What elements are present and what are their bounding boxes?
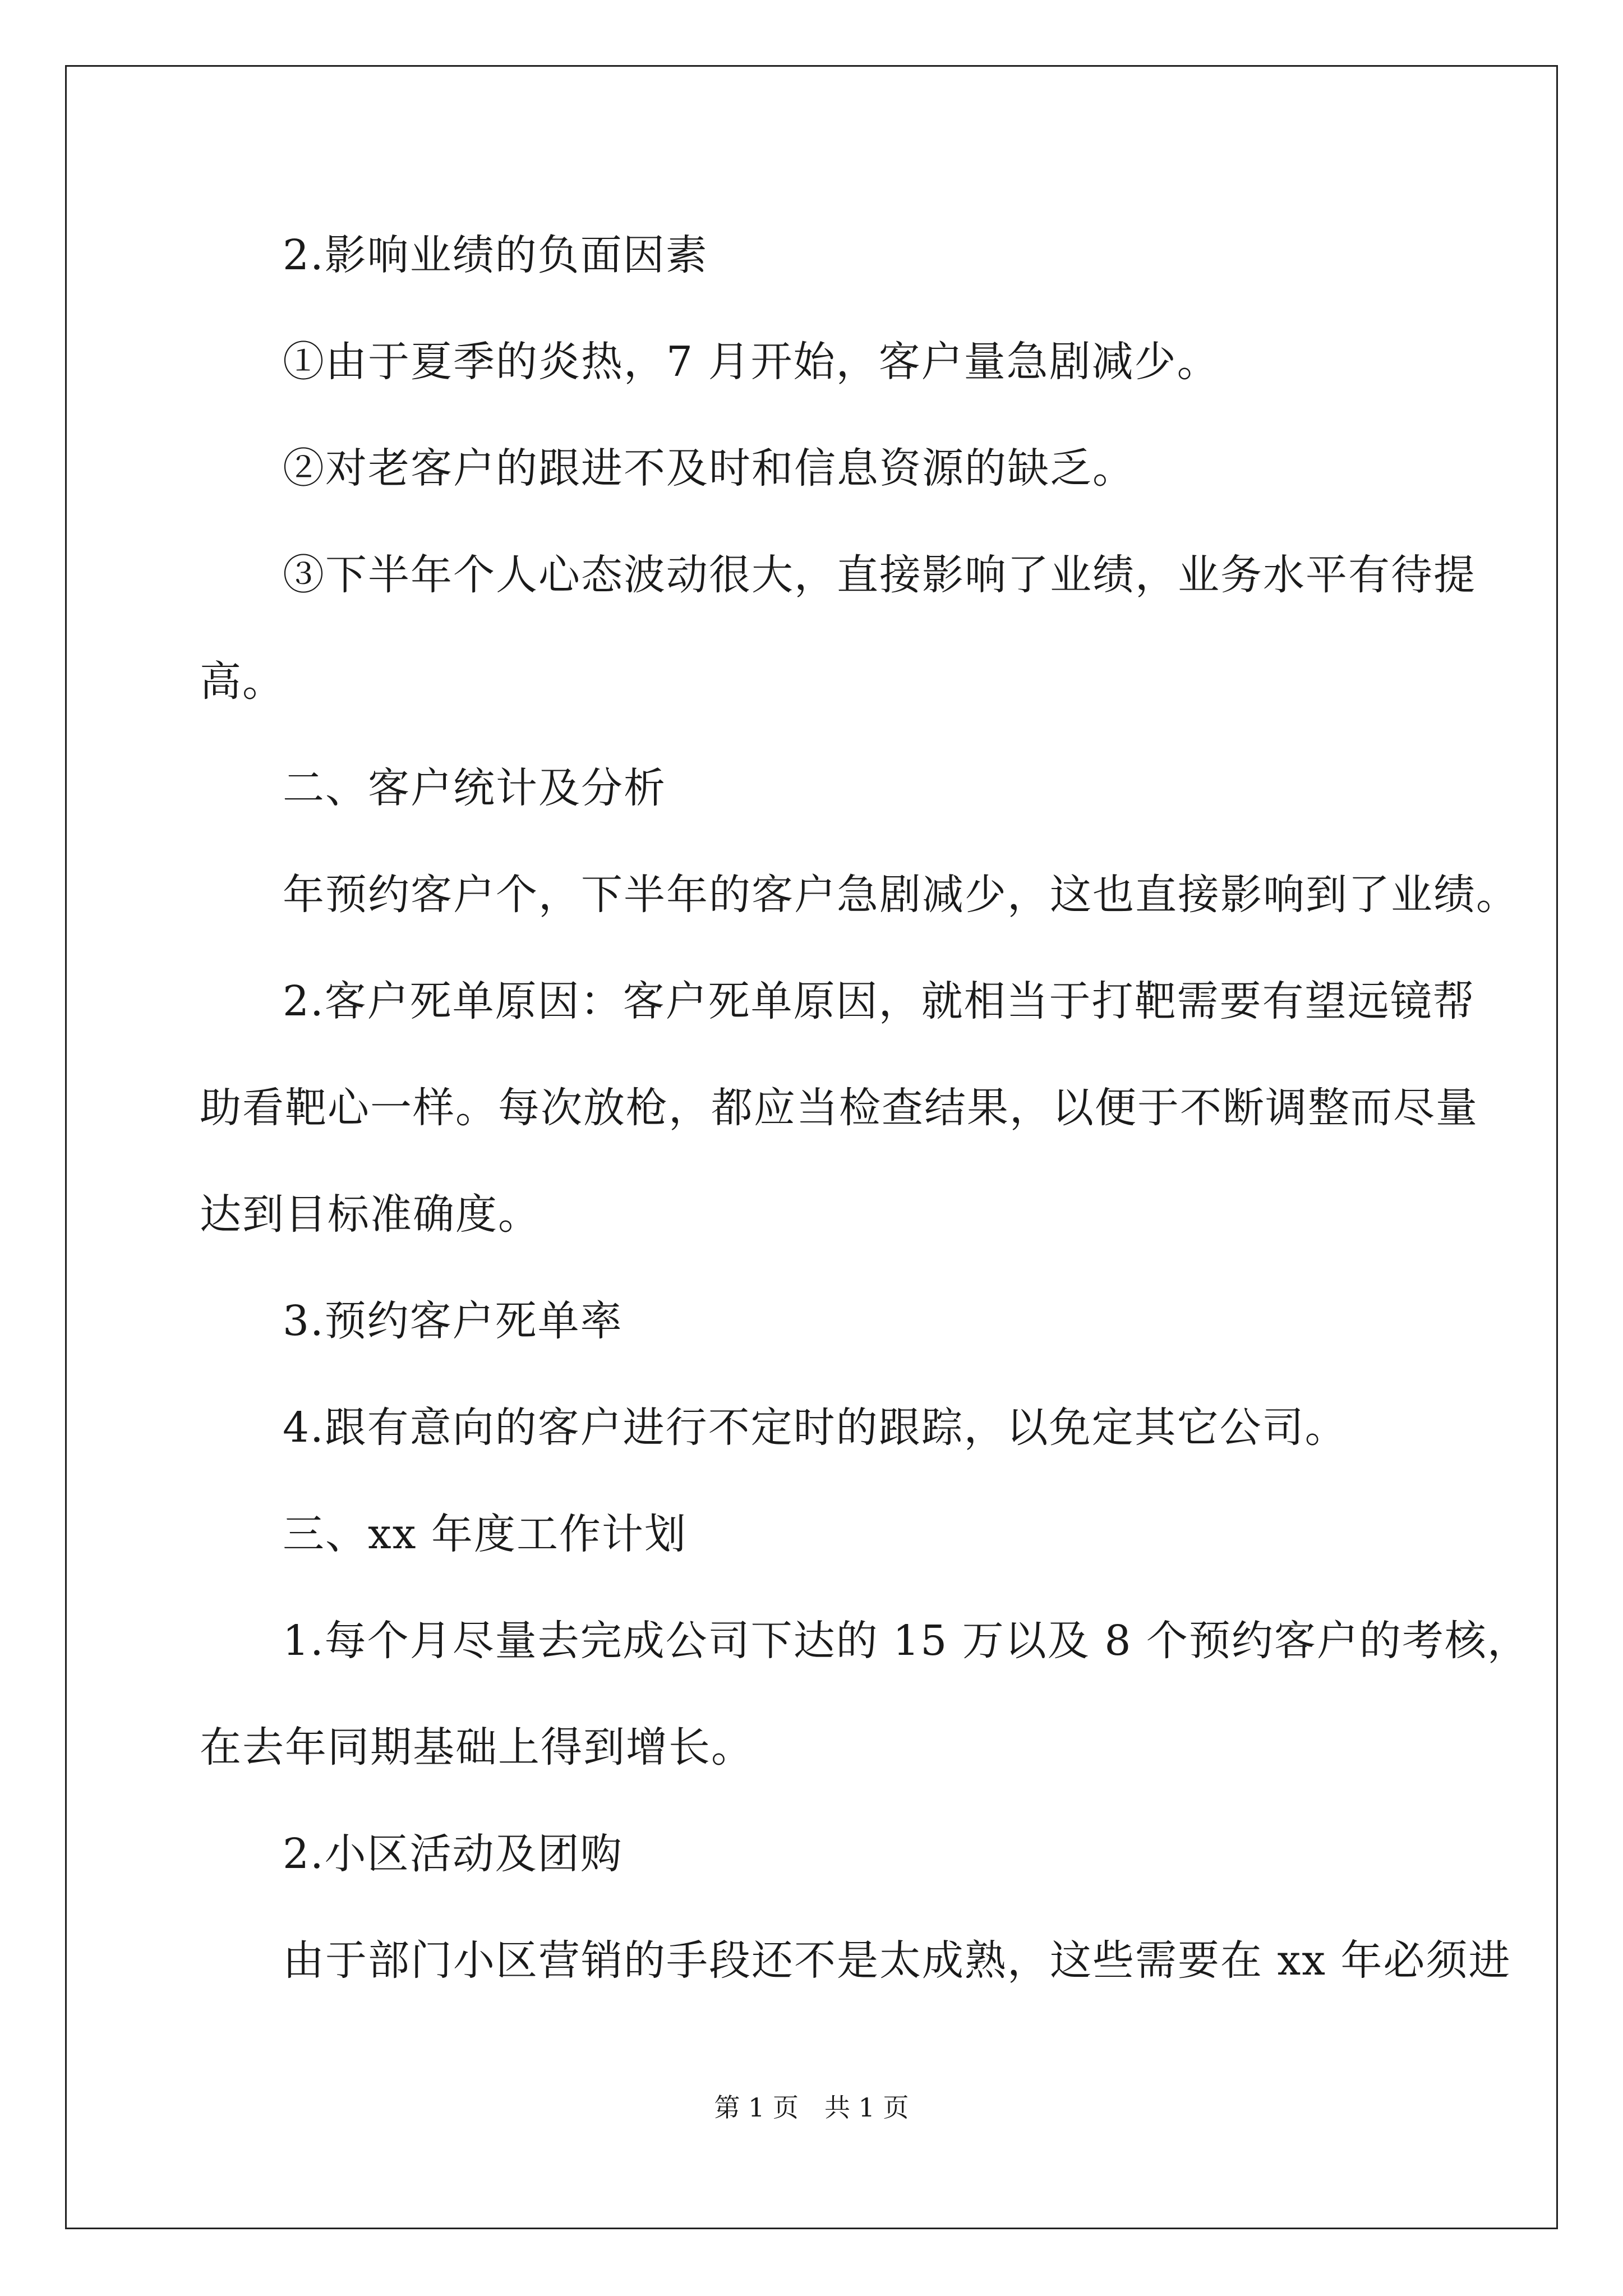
page-number: 第 1 页 [714, 2092, 799, 2123]
document-body [200, 202, 1530, 2014]
list-item-3: ③下半年个人心态波动很大，直接影响了业绩，业务水平有待提 [283, 551, 1476, 599]
paragraph-follow-up: 4.跟有意向的客户进行不定时的跟踪，以免定其它公司。 [283, 1404, 1348, 1452]
paragraph-community-marketing: 由于部门小区营销的手段还不是太成熟，这些需要在 xx 年必须进 [283, 1936, 1511, 1985]
page-total: 共 1 页 [824, 2092, 909, 2123]
heading-negative-factors: 2.影响业绩的负面因素 [283, 231, 708, 279]
paragraph-lost-deals-continued-1: 助看靶心一样。每次放枪，都应当检查结果，以便于不断调整而尽量 [200, 1084, 1478, 1132]
paragraph-monthly-target-continued: 在去年同期基础上得到增长。 [200, 1723, 754, 1772]
paragraph-customer-summary: 年预约客户个，下半年的客户急剧减少，这也直接影响到了业绩。 [283, 871, 1519, 919]
section-heading-customer-stats: 二、客户统计及分析 [283, 764, 666, 812]
list-item-1: ①由于夏季的炎热，7 月开始，客户量急剧减少。 [283, 338, 1220, 386]
list-item-3-continued: 高。 [200, 657, 285, 706]
list-item-2: ②对老客户的跟进不及时和信息资源的缺乏。 [283, 444, 1135, 493]
paragraph-monthly-target: 1.每个月尽量去完成公司下达的 15 万以及 8 个预约客户的考核， [283, 1617, 1530, 1665]
section-heading-work-plan: 三、xx 年度工作计划 [283, 1510, 687, 1558]
heading-lost-deal-rate: 3.预约客户死单率 [283, 1297, 623, 1345]
heading-community-activities: 2.小区活动及团购 [283, 1830, 623, 1878]
paragraph-lost-deals: 2.客户死单原因：客户死单原因，就相当于打靶需要有望远镜帮 [283, 977, 1476, 1025]
page-footer [0, 2091, 1623, 2124]
paragraph-lost-deals-continued-2: 达到目标准确度。 [200, 1190, 541, 1239]
